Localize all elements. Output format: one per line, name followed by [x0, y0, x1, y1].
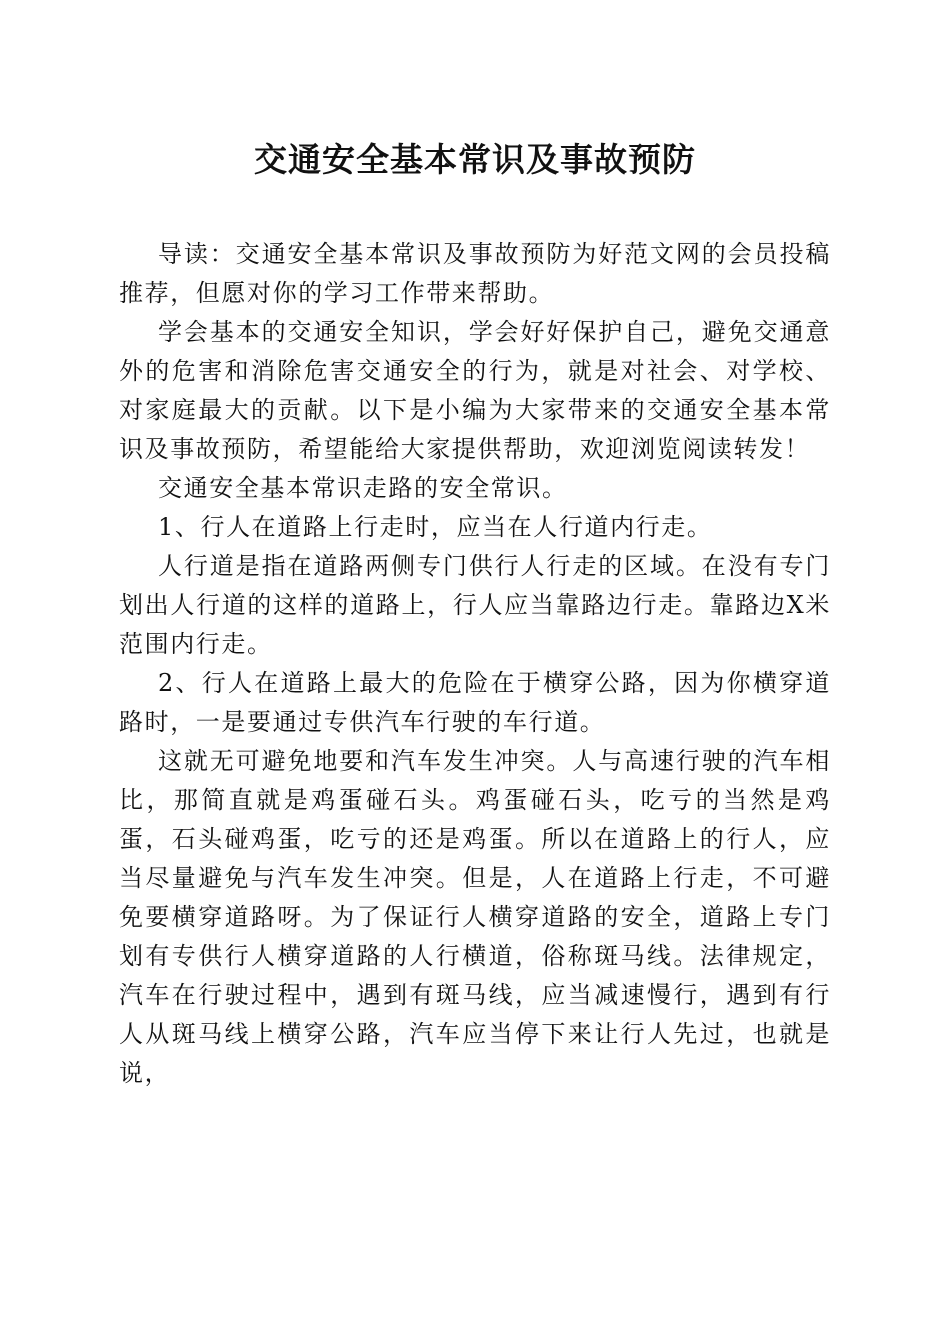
paragraph-section-heading: 交通安全基本常识走路的安全常识。 — [158, 474, 568, 502]
paragraph-intro: 导读：交通安全基本常识及事故预防为好范文网的会员投稿推荐，但愿对你的学习工作带来帮助。 — [119, 240, 831, 307]
document-body — [119, 235, 831, 1093]
paragraph-overview: 学会基本的交通安全知识，学会好好保护自己，避免交通意外的危害和消除危害交通安全的行为，就是对社会、对学校、对家庭最大的贡献。以下是小编为大家带来的交通安全基本常识及事故预防，希望能给大家提供帮助，欢迎浏览阅读转发！ — [119, 318, 831, 463]
paragraph-point-2: 2、行人在道路上最大的危险在于横穿公路，因为你横穿道路时，一是要通过专供汽车行驶的车行道。 — [119, 669, 831, 736]
paragraph-crossing: 这就无可避免地要和汽车发生冲突。人与高速行驶的汽车相比，那简直就是鸡蛋碰石头。鸡蛋碰石头，吃亏的当然是鸡蛋，石头碰鸡蛋，吃亏的还是鸡蛋。所以在道路上的行人，应当尽量避免与汽车发生冲突。但是，人在道路上行走，不可避免要横穿道路呀。为了保证行人横穿道路的安全，道路上专门划有专供行人横穿道路的人行横道，俗称斑马线。法律规定，汽车在行驶过程中，遇到有斑马线，应当减速慢行，遇到有行人从斑马线上横穿公路，汽车应当停下来让行人先过，也就是说， — [119, 747, 831, 1087]
document-title: 交通安全基本常识及事故预防 — [254, 140, 696, 179]
paragraph-sidewalk: 人行道是指在道路两侧专门供行人行走的区域。在没有专门划出人行道的这样的道路上，行人应当靠路边行走。靠路边X米范围内行走。 — [119, 552, 831, 658]
paragraph-point-1: 1、行人在道路上行走时，应当在人行道内行走。 — [158, 513, 713, 541]
